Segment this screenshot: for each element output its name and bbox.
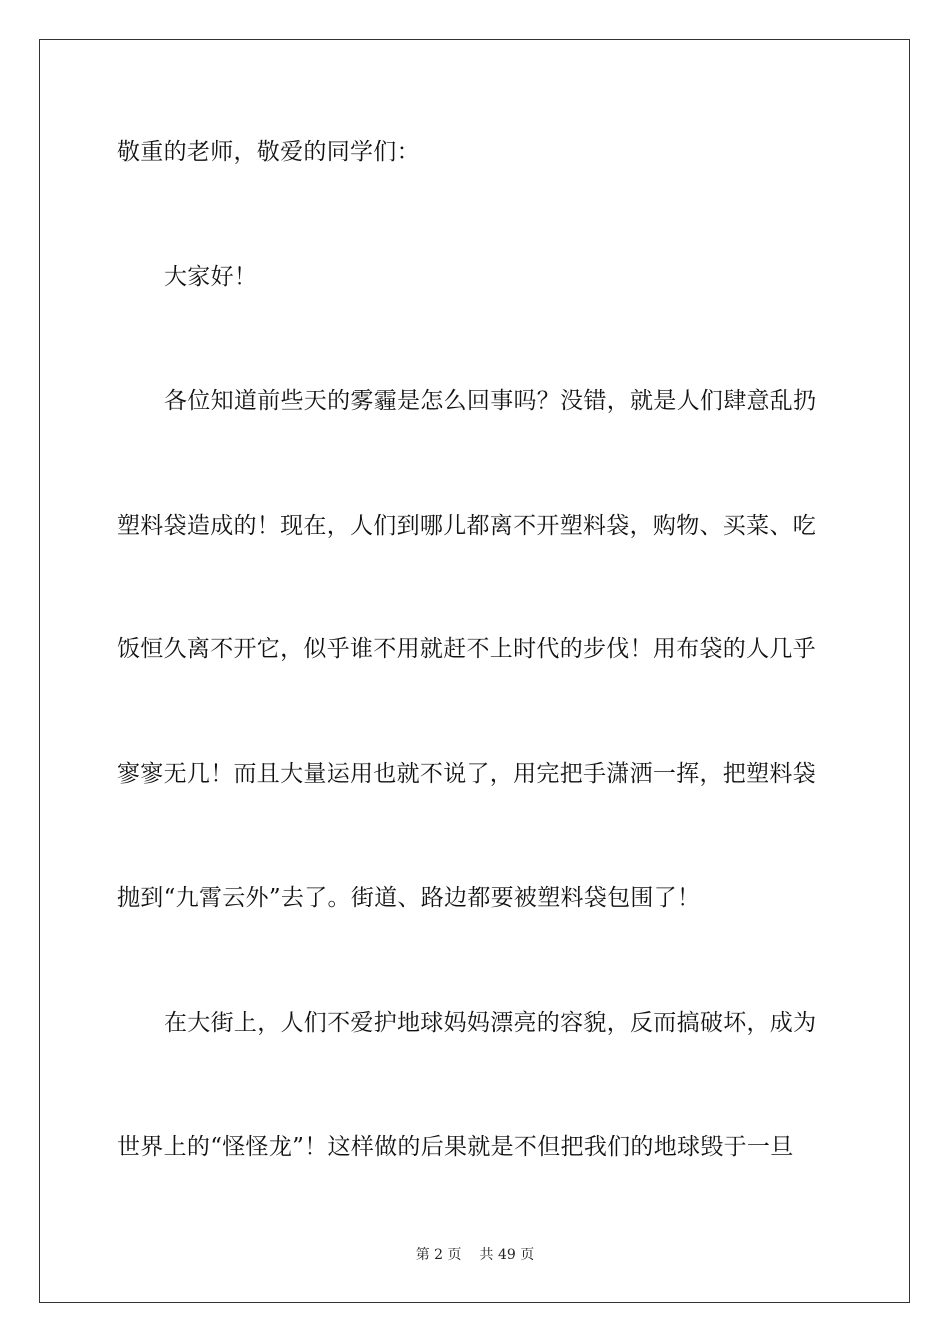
greeting-line: 大家好！ [164,264,258,290]
page-total: 共 49 页 [479,1247,535,1263]
page-number: 第 2 页 [415,1247,462,1263]
body-text-line: 各位知道前些天的雾霾是怎么回事吗？没错，就是人们肆意乱扔 [164,388,817,414]
body-text-line: 世界上的“怪怪龙”！这样做的后果就是不但把我们的地球毁于一旦 [117,1134,794,1160]
body-text-line: 饭恒久离不开它，似乎谁不用就赶不上时代的步伐！用布袋的人几乎 [117,636,816,662]
body-text-line: 在大街上，人们不爱护地球妈妈漂亮的容貌，反而搞破坏，成为 [164,1010,817,1036]
body-text-line: 塑料袋造成的！现在，人们到哪儿都离不开塑料袋，购物、买菜、吃 [117,513,816,539]
page-footer [0,1246,950,1264]
body-text-line: 抛到“九霄云外”去了。街道、路边都要被塑料袋包围了！ [117,885,701,911]
salutation-line: 敬重的老师，敬爱的同学们： [117,139,420,165]
body-text-line: 寥寥无几！而且大量运用也就不说了，用完把手潇洒一挥，把塑料袋 [117,761,816,787]
page-border [39,39,910,1303]
